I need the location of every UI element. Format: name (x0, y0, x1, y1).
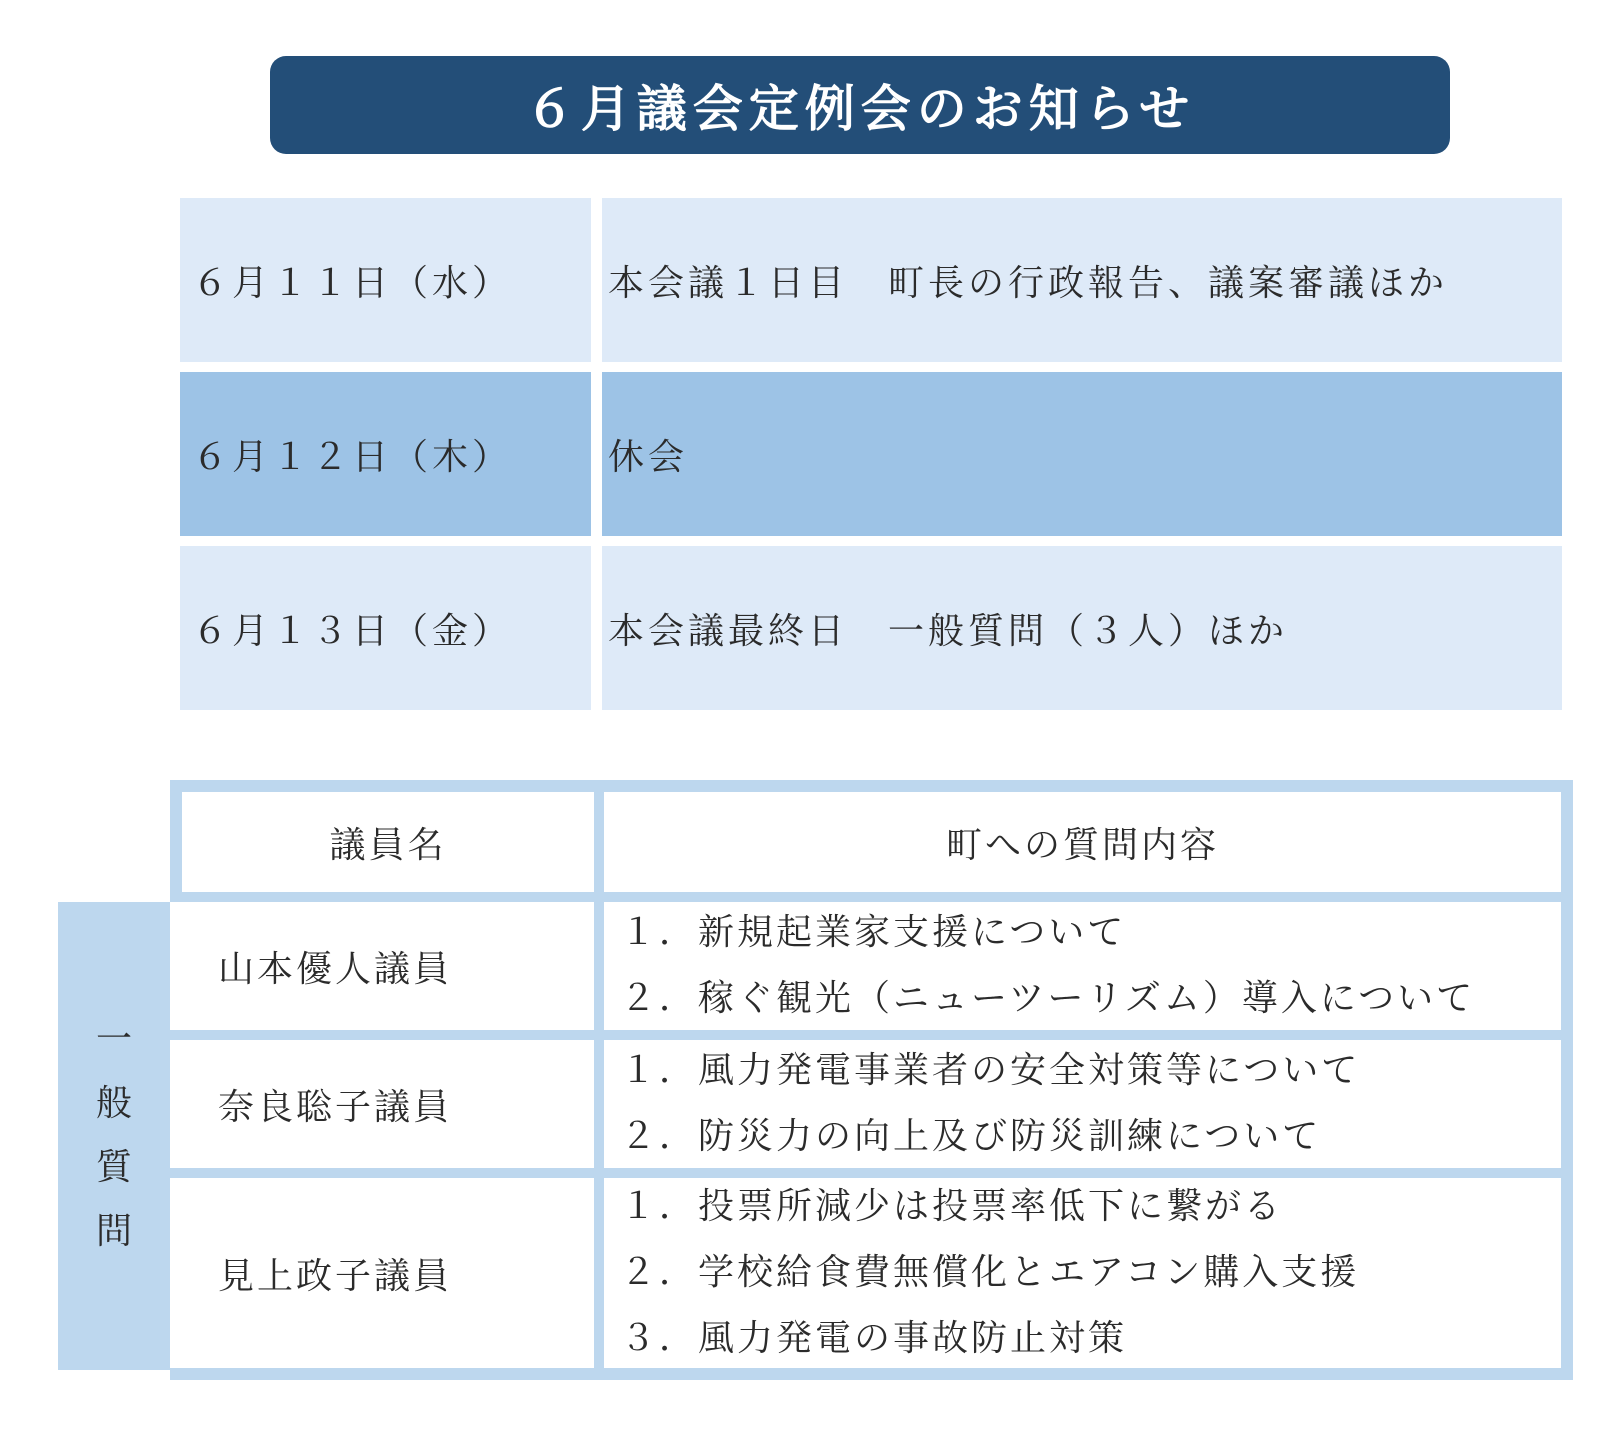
general-question-table (170, 780, 1573, 1380)
page-title: ６月議会定例会のお知らせ (524, 80, 1196, 138)
general-question-side-label (58, 902, 170, 1370)
schedule-row (180, 198, 1562, 362)
schedule-date: ６月１１日（水） (180, 198, 591, 362)
schedule-date: ６月１３日（金） (180, 546, 591, 710)
side-label-char: 一 (95, 1019, 132, 1060)
schedule-description: 休会 (602, 372, 1562, 536)
member-name: 山本優人議員 (170, 902, 594, 1030)
question-list (604, 1040, 1561, 1168)
question-item: ２．稼ぐ観光（ニューツーリズム）導入について (620, 978, 1476, 1019)
question-list (604, 902, 1561, 1030)
member-name: 奈良聡子議員 (170, 1040, 594, 1168)
notice-title-banner (270, 56, 1450, 154)
schedule-row (180, 546, 1562, 710)
question-item: １．風力発電事業者の安全対策等について (620, 1050, 1361, 1091)
schedule-description: 本会議最終日 一般質問（３人）ほか (602, 546, 1562, 710)
schedule-date: ６月１２日（木） (180, 372, 591, 536)
question-item: ３．風力発電の事故防止対策 (620, 1318, 1128, 1359)
side-label-char: 般 (95, 1083, 132, 1124)
question-item: １．新規起業家支援について (620, 912, 1127, 953)
schedule-row (180, 372, 1562, 536)
schedule-description: 本会議１日目 町長の行政報告、議案審議ほか (602, 198, 1562, 362)
header-question-content: 町への質問内容 (604, 792, 1561, 892)
member-name: 見上政子議員 (170, 1178, 594, 1368)
question-list (604, 1178, 1561, 1368)
question-item: １．投票所減少は投票率低下に繋がる (620, 1186, 1284, 1227)
header-member-name: 議員名 (182, 792, 594, 892)
question-item: ２．学校給食費無償化とエアコン購入支援 (620, 1252, 1360, 1293)
side-label-char: 質 (95, 1147, 132, 1188)
question-item: ２．防災力の向上及び防災訓練について (620, 1116, 1322, 1157)
side-label-char: 問 (95, 1211, 132, 1252)
